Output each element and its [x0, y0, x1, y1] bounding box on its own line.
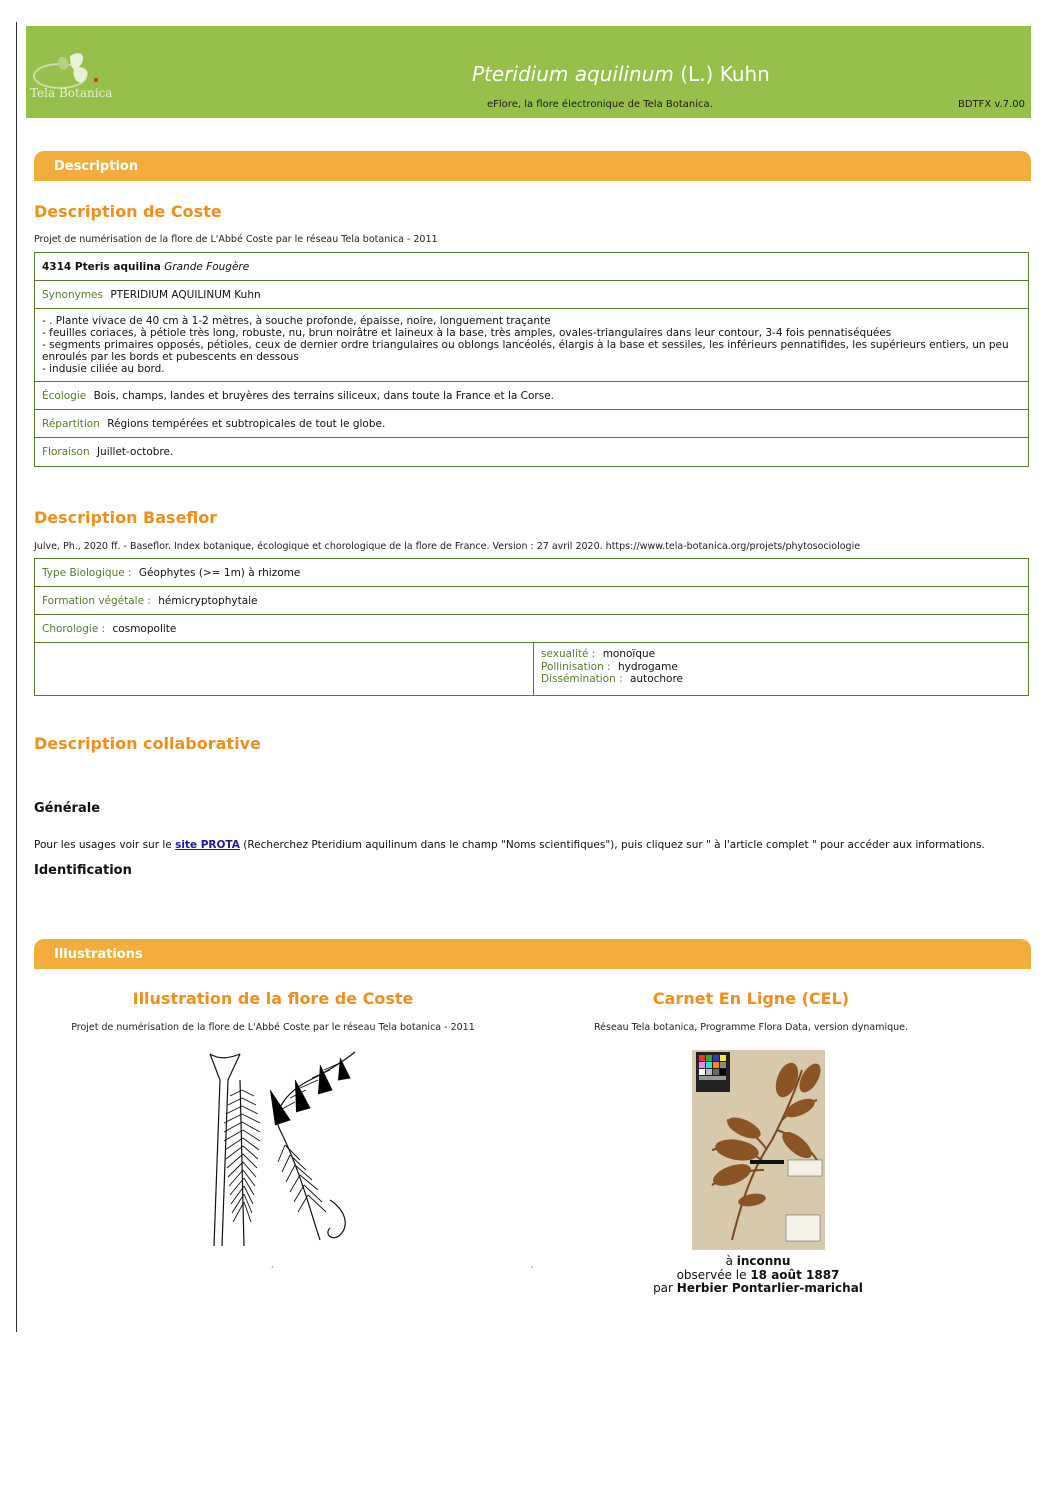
synonymes-label: Synonymes: [42, 289, 103, 301]
baseflor-chorologie-row: [35, 615, 1028, 643]
synonymes-value: PTERIDIUM AQUILINUM Kuhn: [110, 289, 261, 301]
coste-table: [34, 252, 1029, 467]
cel-location: inconnu: [736, 1254, 791, 1268]
baseflor-credit: Julve, Ph., 2020 ff. - Baseflor. Index botanique, écologique et chorologique de la flore de France. Version : 27 avril 2020. https://www.tela-botanica.org/projets/phytosociologie: [34, 541, 861, 552]
page-left-rule: [16, 22, 17, 1332]
baseflor-table: [34, 558, 1029, 696]
collaborative-heading: Description collaborative: [34, 734, 261, 753]
coste-name-row: [35, 253, 1028, 281]
repartition-value: Régions tempérées et subtropicales de tout le globe.: [107, 418, 386, 430]
sexualite-value: monoïque: [602, 648, 656, 660]
type-biologique-label: Type Biologique :: [42, 567, 132, 579]
section-title: Description: [54, 159, 139, 174]
coste-common-name: Grande Fougère: [164, 261, 250, 273]
repartition-label: Répartition: [42, 418, 100, 430]
coste-number-name: 4314 Pteris aquilina: [42, 261, 161, 273]
description-line: - feuilles coriaces, à pétiole très long, robuste, nu, brun noirâtre et laineux à la base, très amples, ovales-triangulaires dans leur contour, 3-4 fois pennatiséquées: [42, 327, 892, 339]
page-header: [26, 26, 1031, 118]
coste-illustration-credit: Projet de numérisation de la flore de L'Abbé Coste par le réseau Tela botanica - 2011: [71, 1022, 475, 1033]
identification-heading: Identification: [34, 863, 132, 878]
chorologie-value: cosmopolite: [112, 623, 177, 635]
ecologie-label: Écologie: [42, 390, 87, 402]
baseflor-formation-row: [35, 587, 1028, 615]
baseflor-heading: Description Baseflor: [34, 508, 218, 527]
prota-text-after: (Recherchez Pteridium aquilinum dans le champ "Noms scientifiques"), puis cliquez sur " à l'article complet " pour accéder aux informations.: [239, 839, 985, 851]
illustration-mark-right: ,: [531, 1260, 534, 1269]
coste-description-row: [35, 309, 1028, 382]
floraison-value: Juillet-octobre.: [96, 446, 174, 458]
coste-ecologie-row: [35, 382, 1028, 410]
reproduction-cell: [534, 643, 690, 695]
header-subtitle: eFlore, la flore électronique de Tela Botanica.: [487, 99, 713, 110]
pollinisation-value: hydrogame: [617, 660, 678, 673]
prota-link[interactable]: site PROTA: [175, 839, 240, 851]
cel-author-prefix: par: [653, 1281, 677, 1295]
cel-title: Carnet En Ligne (CEL): [652, 989, 850, 1008]
formation-label: Formation végétale :: [42, 595, 151, 607]
version-label: BDTFX v.7.00: [957, 99, 1025, 110]
logo-text: Tela Botanica: [30, 86, 113, 100]
coste-fern-drawing[interactable]: [200, 1050, 360, 1250]
taxon-author: (L.) Kuhn: [673, 62, 770, 86]
pollinisation-label: Pollinisation :: [541, 660, 611, 673]
coste-floraison-row: [35, 438, 1028, 466]
dissemination-label: Dissémination :: [541, 673, 623, 685]
ecologie-value: Bois, champs, landes et bruyères des terrains siliceux, dans toute la France et la Corse.: [93, 390, 555, 402]
baseflor-type-row: [35, 559, 1028, 587]
illustration-mark-left: ,: [271, 1260, 274, 1269]
dissemination-value: autochore: [629, 673, 684, 685]
section-title: Illustrations: [54, 947, 143, 962]
coste-heading: Description de Coste: [34, 202, 222, 221]
coste-credit: Projet de numérisation de la flore de L'Abbé Coste par le réseau Tela botanica - 2011: [34, 234, 438, 245]
description-line: - indusie ciliée au bord.: [42, 363, 165, 375]
formation-value: hémicryptophytaie: [158, 595, 258, 607]
cel-date: 18 août 1887: [750, 1267, 840, 1282]
floraison-label: Floraison: [42, 446, 90, 458]
prota-text-before: Pour les usages voir sur le: [34, 839, 176, 851]
empty-cell: [35, 643, 534, 695]
section-bar-illustrations: [34, 939, 1031, 969]
section-bar-description: [34, 151, 1031, 181]
coste-illustration-title: Illustration de la flore de Coste: [132, 989, 414, 1008]
page-title: [472, 62, 942, 86]
coste-repartition-row: [35, 410, 1028, 438]
herbarium-photo[interactable]: [692, 1050, 825, 1250]
cel-credit: Réseau Tela botanica, Programme Flora Data, version dynamique.: [593, 1022, 909, 1033]
baseflor-reproduction-row: [35, 643, 1028, 695]
cel-metadata: [608, 1255, 908, 1296]
generale-heading: Générale: [34, 801, 101, 816]
cel-date-prefix: observée le: [676, 1267, 751, 1282]
sexualite-label: sexualité :: [541, 648, 596, 660]
cel-location-prefix: à: [725, 1254, 737, 1268]
herbarium-specimen-image: [692, 1050, 825, 1250]
coste-synonymes-row: [35, 281, 1028, 309]
description-line: - segments primaires opposés, pétioles, ceux de dernier ordre triangulaires ou oblongs lancéolés, élargis à la base et sessiles, les inférieurs pennatifides, les supérieurs entiers, un peu enroulés par les bords et pubescents en dessous: [42, 339, 1009, 363]
taxon-name: Pteridium aquilinum: [472, 62, 674, 86]
chorologie-label: Chorologie :: [42, 623, 106, 635]
prota-paragraph: [34, 839, 985, 851]
type-biologique-value: Géophytes (>= 1m) à rhizome: [138, 567, 301, 579]
cel-author: Herbier Pontarlier-marichal: [676, 1281, 863, 1295]
description-line: - . Plante vivace de 40 cm à 1-2 mètres, à souche profonde, épaisse, noire, longuement traçante: [42, 315, 551, 327]
